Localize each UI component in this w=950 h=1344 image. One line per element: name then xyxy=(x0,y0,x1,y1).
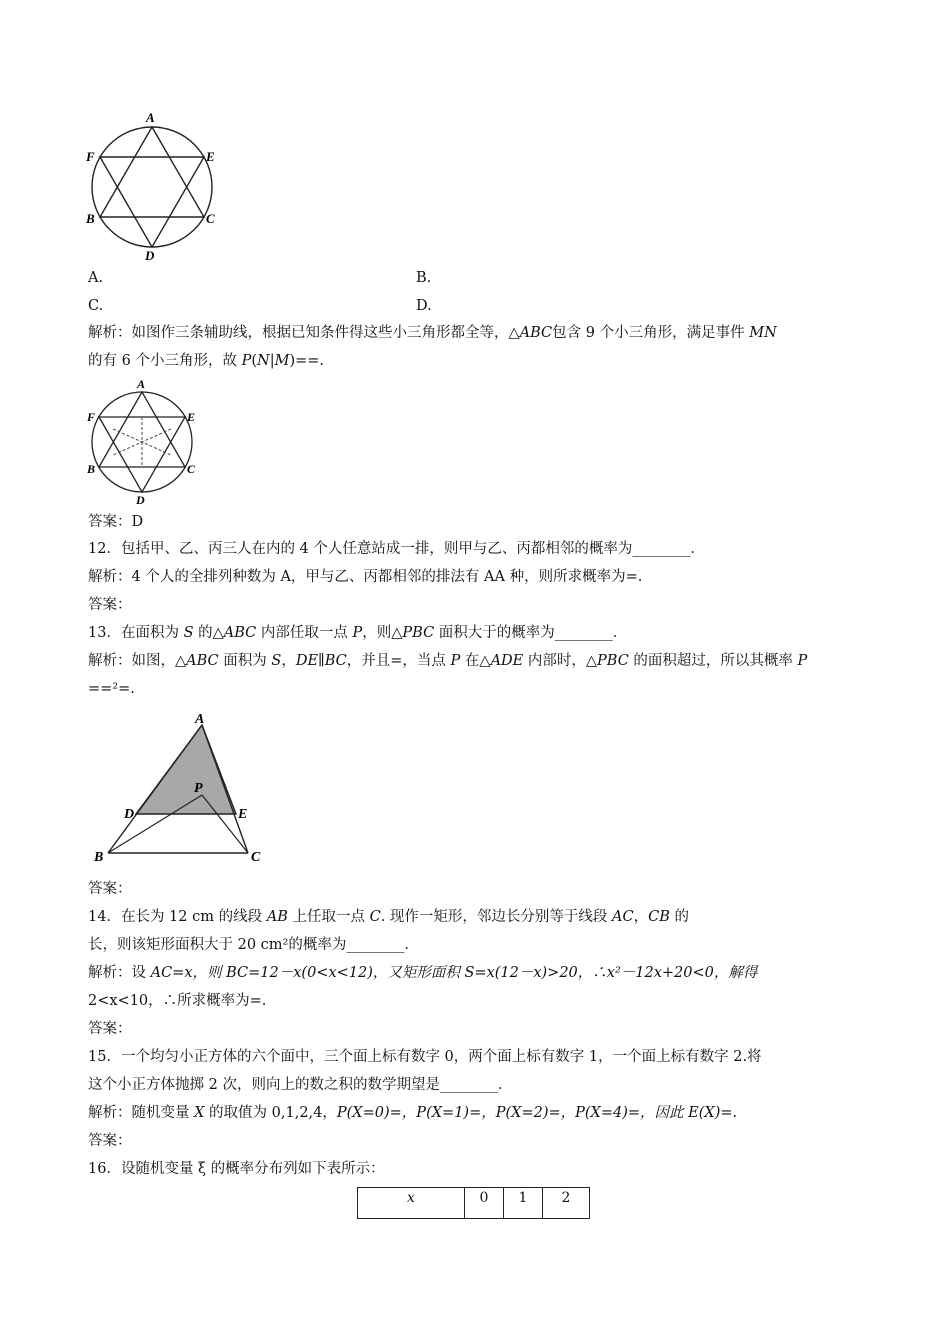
triangle-abc xyxy=(100,127,204,217)
q15-question-line2: 这个小正方体抛掷 2 次，则向上的数之积的数学期望是________． xyxy=(88,1077,513,1093)
label-f: F xyxy=(86,149,95,164)
label-a: A xyxy=(146,110,155,125)
text: 解析：设 xyxy=(88,965,151,981)
text: 解析：如图作三条辅助线，根据已知条件得这些小三角形都全等，△ xyxy=(88,325,520,341)
table-row xyxy=(358,1188,590,1219)
hexagram-figure-1 xyxy=(80,110,230,263)
q11-analysis-line2 xyxy=(88,351,324,371)
triangle-figure xyxy=(90,712,270,865)
option-b: B. xyxy=(416,270,432,286)
text: | xyxy=(269,353,275,369)
math: AC xyxy=(612,909,634,925)
table-header-cell: x xyxy=(358,1188,465,1219)
text: 在△ xyxy=(460,653,491,669)
q14-question-line1 xyxy=(88,907,689,927)
label-c: C xyxy=(251,850,261,865)
label-b: B xyxy=(94,850,104,865)
option-a: A. xyxy=(88,270,104,286)
math: BC xyxy=(324,653,347,669)
q15-answer: 答案： xyxy=(88,1133,132,1149)
math: AB xyxy=(266,909,288,925)
table-cell: 0 xyxy=(465,1188,504,1219)
text: ，则△ xyxy=(362,625,403,641)
label-e: E xyxy=(206,149,215,164)
math: DE xyxy=(295,653,319,669)
text: 14．在长为 12 cm 的线段 xyxy=(88,909,267,925)
label-a: A xyxy=(137,377,146,391)
table-cell: 1 xyxy=(504,1188,543,1219)
text: 的面积超过，所以其概率 xyxy=(628,653,798,669)
q14-answer: 答案： xyxy=(88,1021,132,1037)
text: 的△ xyxy=(193,625,224,641)
text: 解析：随机变量 xyxy=(88,1105,195,1121)
q14-analysis-line1 xyxy=(88,963,757,983)
text: 的有 6 个小三角形，故 xyxy=(88,353,242,369)
math: MN xyxy=(749,325,777,341)
math: M xyxy=(274,353,290,369)
q15-analysis xyxy=(88,1103,737,1123)
math: PBC xyxy=(402,625,435,641)
triangle-def xyxy=(100,157,204,247)
text: ，并且=，当点 xyxy=(346,653,451,669)
math: ADE xyxy=(490,653,524,669)
math: P xyxy=(352,625,363,641)
label-d: D xyxy=(145,248,155,263)
q12-question: 12．包括甲、乙、丙三人在内的 4 个人任意站成一排，则甲与乙、丙都相邻的概率为________． xyxy=(88,541,705,557)
option-d: D. xyxy=(416,298,432,314)
text: ， xyxy=(633,909,649,925)
text: 面积大于的概率为________． xyxy=(434,625,628,641)
q12-analysis: 解析：4 个人的全排列种数为 A，甲与乙、丙都相邻的排法有 AA 种，则所求概率为=. xyxy=(88,569,643,585)
q13-question xyxy=(88,623,627,643)
math: S xyxy=(271,653,282,669)
math: S xyxy=(183,625,194,641)
q14-question-line2: 长，则该矩形面积大于 20 cm²的概率为________． xyxy=(88,937,419,953)
math: P xyxy=(241,353,252,369)
math: N xyxy=(257,353,270,369)
text: ( xyxy=(251,353,257,369)
q13-analysis-line1 xyxy=(88,651,807,671)
math: CB xyxy=(648,909,670,925)
text: 内部任取一点 xyxy=(256,625,353,641)
math: C xyxy=(369,909,381,925)
text: 13．在面积为 xyxy=(88,625,184,641)
q15-question-line1: 15．一个均匀小正方体的六个面中，三个面上标有数字 0，两个面上标有数字 1，一个面上标有数字 2.将 xyxy=(88,1049,762,1065)
text: ==. xyxy=(295,353,325,369)
text: 内部时，△ xyxy=(523,653,598,669)
q13-answer: 答案： xyxy=(88,881,132,897)
label-b: B xyxy=(86,211,95,226)
q11-answer: 答案：D xyxy=(88,514,144,530)
math: P(X=0)=，P(X=1)=，P(X=2)=，P(X=4)=，因此 E(X)=. xyxy=(336,1105,738,1121)
label-c: C xyxy=(187,462,196,476)
label-f: F xyxy=(87,410,96,424)
shaded-triangle-ade xyxy=(136,725,236,814)
q11-analysis-line1 xyxy=(88,323,777,343)
q12-answer: 答案： xyxy=(88,597,132,613)
label-b: B xyxy=(87,462,96,476)
label-d: D xyxy=(136,493,145,507)
math: ABC xyxy=(223,625,257,641)
math: P xyxy=(797,653,808,669)
label-c: C xyxy=(206,211,215,226)
text: . 现作一矩形，邻边长分别等于线段 xyxy=(380,909,613,925)
text: 的取值为 0,1,2,4， xyxy=(204,1105,337,1121)
math: X xyxy=(194,1105,205,1121)
circumcircle xyxy=(92,127,212,247)
text: 包含 9 个小三角形，满足事件 xyxy=(552,325,750,341)
text: 解析：如图，△ xyxy=(88,653,187,669)
math: P xyxy=(450,653,461,669)
text: ， xyxy=(281,653,296,669)
label-e: E xyxy=(187,410,196,424)
label-p: P xyxy=(194,781,203,796)
text: 的 xyxy=(669,909,689,925)
q16-question: 16．设随机变量 ξ 的概率分布列如下表所示： xyxy=(88,1161,385,1177)
distribution-table xyxy=(357,1187,590,1219)
text: ∥ xyxy=(318,653,325,669)
table-cell: 2 xyxy=(543,1188,590,1219)
math: ABC xyxy=(519,325,553,341)
label-e: E xyxy=(238,807,248,822)
label-a: A xyxy=(195,712,205,727)
hexagram-figure-2 xyxy=(82,378,212,508)
text: 面积为 xyxy=(218,653,272,669)
q14-analysis-line2: 2<x<10，∴所求概率为=. xyxy=(88,993,267,1009)
text: 上任取一点 xyxy=(287,909,370,925)
math: AC=x，则 BC=12－x(0<x<12)，又矩形面积 S=x(12－x)>20，∴x²－12x+20<0，解得 xyxy=(150,965,758,981)
option-c: C. xyxy=(88,298,104,314)
text: ) xyxy=(289,353,296,369)
label-d: D xyxy=(124,807,135,822)
math: PBC xyxy=(597,653,629,669)
math: ABC xyxy=(186,653,219,669)
q13-analysis-line2: ==²=. xyxy=(88,681,135,697)
